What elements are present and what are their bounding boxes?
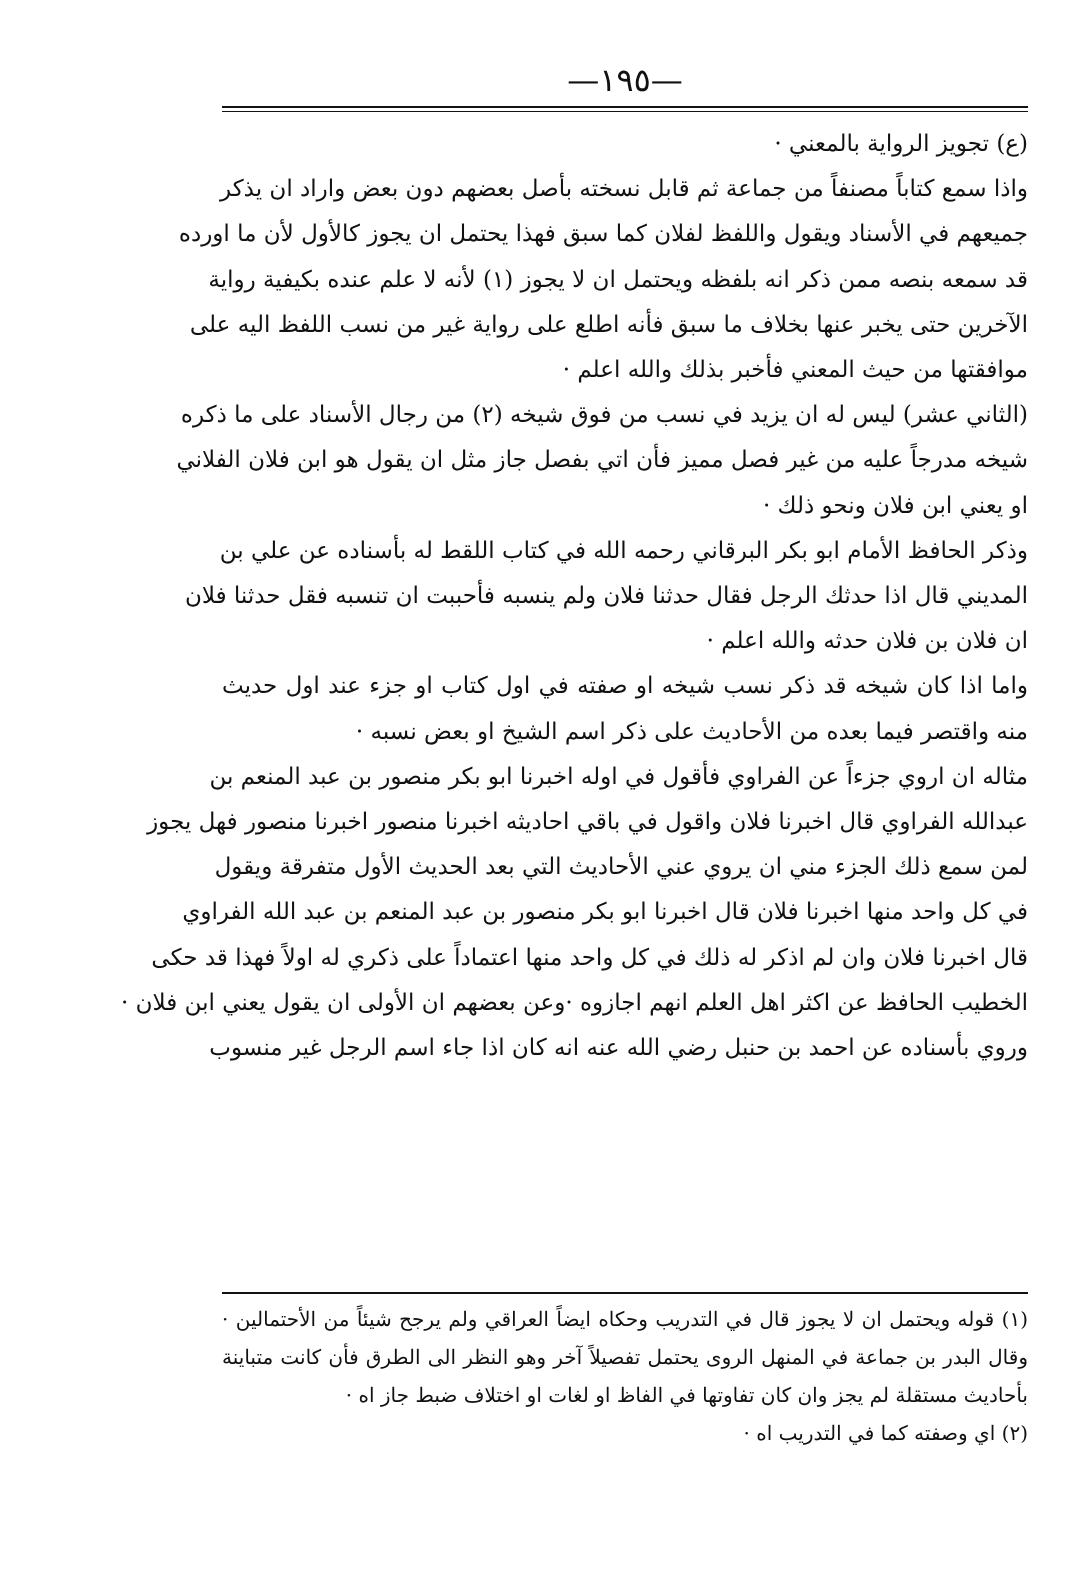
text-line: (الثاني عشر) ليس له ان يزيد في نسب من فوق شيخه (٢) من رجال الأسناد على ما ذكره [180, 402, 1028, 429]
text-line: ان فلان بن فلان حدثه والله اعلم · [706, 628, 1028, 655]
text-line: مثاله ان اروي جزءاً عن الفراوي فأقول في اوله اخبرنا ابو بكر منصور بن عبد المنعم بن [209, 763, 1028, 790]
book-page [121, 60, 1028, 1520]
header-rule-secondary [222, 111, 1028, 112]
footnote-line: بأحاديث مستقلة لم يجز وان كان تفاوتها في الفاظ او لغات او اختلاف ضبط جاز اه · [345, 1383, 1028, 1407]
text-line: قال اخبرنا فلان وان لم اذكر له ذلك في كل واحد منها اعتماداً على ذكري له اولاً فهذا قد حكى [151, 944, 1028, 971]
text-line: موافقتها من حيث المعني فأخبر بذلك والله اعلم · [562, 357, 1028, 384]
text-line: (ع) تجويز الرواية بالمعني · [774, 131, 1028, 157]
footnote-line: وقال البدر بن جماعة في المنهل الروى يحتمل تفصيلاً آخر وهو النظر الى الطرق فأن كانت متباينة [222, 1345, 1028, 1369]
text-line: واما اذا كان شيخه قد ذكر نسب شيخه او صفته في اول كتاب او جزء عند اول حديث [222, 673, 1028, 700]
header-rule [222, 106, 1028, 108]
text-line: قد سمعه بنصه ممن ذكر انه بلفظه ويحتمل ان لا يجوز (١) لأنه لا علم عنده بكيفية رواية [208, 266, 1028, 293]
text-line: لمن سمع ذلك الجزء مني ان يروي عني الأحاديث التي بعد الحديث الأول متفرقة ويقول [214, 854, 1028, 881]
text-line: شيخه مدرجاً عليه من غير فصل مميز فأن اتي بفصل جاز مثل ان يقول هو ابن فلان الفلاني [176, 447, 1028, 474]
text-line: واذا سمع كتاباً مصنفاً من جماعة ثم قابل نسخته بأصل بعضهم دون بعض واراد ان يذكر [220, 176, 1028, 203]
text-line: في كل واحد منها اخبرنا فلان قال اخبرنا ابو بكر منصور بن عبد المنعم بن عبد الله الفراوي [182, 899, 1028, 926]
footnote-rule [222, 1292, 1028, 1294]
text-line: او يعني ابن فلان ونحو ذلك · [762, 492, 1028, 519]
text-line: الخطيب الحافظ عن اكثر اهل العلم انهم اجازوه ·وعن بعضهم ان الأولى ان يقول يعني ابن فلان · [121, 989, 1028, 1016]
text-line: الآخرين حتى يخبر عنها بخلاف ما سبق فأنه اطلع على رواية غير من نسب اللفظ اليه على [189, 311, 1028, 338]
text-line: جميعهم في الأسناد ويقول واللفظ لفلان كما سبق فهذا يحتمل ان يجوز كالأول لأن ما اورده [178, 221, 1028, 248]
footnote-line: (٢) اي وصفته كما في التدريب اه · [743, 1421, 1028, 1445]
text-line: المديني قال اذا حدثك الرجل فقال حدثنا فلان ولم ينسبه فأحببت ان تنسبه فقل حدثنا فلان [184, 583, 1028, 610]
footnote-line: (١) قوله ويحتمل ان لا يجوز قال في التدريب وحكاه ايضاً العراقي ولم يرجح شيئاً من الأحتمالين · [222, 1307, 1028, 1331]
text-line: عبدالله الفراوي قال اخبرنا فلان واقول في باقي احاديثه اخبرنا منصور اخبرنا منصور فهل يجوز [147, 809, 1028, 836]
page-number: —١٩٥— [567, 61, 683, 99]
main-text [121, 122, 1028, 1071]
footnotes [222, 1300, 1028, 1452]
text-line: منه واقتصر فيما بعده من الأحاديث على ذكر اسم الشيخ او بعض نسبه · [355, 718, 1028, 745]
text-line: وروي بأسناده عن احمد بن حنبل رضي الله عنه انه كان اذا جاء اسم الرجل غير منسوب [209, 1035, 1028, 1062]
text-line: وذكر الحافظ الأمام ابو بكر البرقاني رحمه الله في كتاب اللقط له بأسناده عن علي بن [219, 537, 1028, 564]
